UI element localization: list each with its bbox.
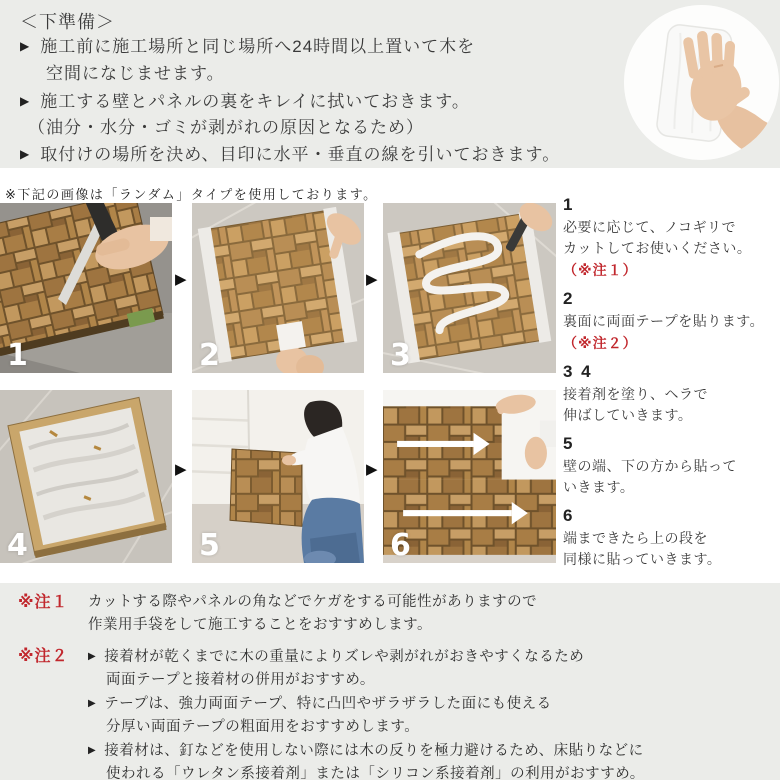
bullet-triangle-icon: ▶: [20, 94, 31, 108]
next-step-arrow-icon: ▶: [366, 271, 378, 288]
step-3-4-number: 3 4: [563, 362, 593, 381]
step-2-number: 2: [563, 289, 575, 308]
footnote-2-bullet-2: ▶ テープは、強力両面テープ、特に凸凹やザラザラした面にも使える: [88, 692, 645, 716]
footnote-2-bullet-1: ▶ 接着材が乾くまでに木の重量によりズレや剥がれがおきやすくなるため: [88, 645, 645, 669]
prep-bullet-1: [20, 32, 475, 57]
footnote-2: ※注２ ▶ 接着材が乾くまでに木の重量によりズレや剥がれがおきやすくなるため 両面テープと接着材の併用がおすすめ。 ▶ テープは、強力両面テープ、特に凸凹やザラザラした面にも使える 分厚い両面テープの粗面用をおすすめします。 ▶ 接着材は、釘などを使用しない際には木の反りを極力避けるため、床貼りなどに 使われる「ウレタン系接着剤」または「シリコン系接着剤」の利用がおすすめ。: [18, 645, 780, 780]
footnote-2-label: ※注２: [18, 648, 69, 665]
prep-bullet-2-text: 施工する壁とパネルの裏をキレイに拭いておきます。: [40, 92, 470, 111]
footnotes-section: [0, 583, 780, 780]
gallery-note: ※下記の画像は「ランダム」タイプを使用しております。: [5, 187, 378, 202]
bullet-triangle-icon: ▶: [88, 698, 97, 709]
next-step-arrow-icon: ▶: [366, 461, 378, 478]
footnote-2-bullet-3: ▶ 接着材は、釘などを使用しない際には木の反りを極力避けるため、床貼りなどに: [88, 739, 645, 763]
step-1-number: 1: [563, 195, 575, 214]
step-photo-4: [0, 390, 172, 563]
step-2: 2 裏面に両面テープを貼ります。 （※注２）: [563, 287, 778, 354]
prep-bullet-1-text: 施工前に施工場所と同じ場所へ24時間以上置いて木を: [40, 37, 476, 56]
steps-column: [563, 193, 778, 576]
footnote-1: ※注１ カットする際やパネルの角などでケガをする可能性がありますので 作業用手袋をして施工することをおすすめします。: [18, 591, 780, 637]
step-photo-6: [383, 390, 556, 563]
step-photo-2: [192, 203, 364, 373]
step-photo-1: [0, 203, 172, 373]
wiping-photo: [624, 5, 779, 160]
prep-bullet-2: [20, 87, 470, 112]
photo-number: 4: [7, 528, 28, 563]
bullet-triangle-icon: ▶: [20, 147, 31, 161]
prep-bullet-1-cont: 空間になじませます。: [46, 64, 225, 83]
step-5-number: 5: [563, 434, 575, 453]
step-3-4: 3 4 接着剤を塗り、ヘラで 伸ばしていきます。: [563, 360, 778, 426]
photo-number: 6: [390, 528, 411, 563]
step-2-note-ref: （※注２）: [563, 335, 638, 351]
step-6-number: 6: [563, 506, 575, 525]
photo-number: 1: [7, 338, 28, 373]
prep-title: ＜下準備＞: [20, 12, 115, 32]
photo-number: 2: [199, 338, 220, 373]
step-photo-5: [192, 390, 364, 563]
prep-bullet-3: [20, 140, 560, 165]
step-6: 6 端まできたら上の段を 同様に貼っていきます。: [563, 504, 778, 570]
hand-wiping-illustration: [624, 5, 779, 160]
step-1-note-ref: （※注１）: [563, 262, 638, 278]
photo-number: 5: [199, 528, 220, 563]
step-1: 1 必要に応じて、ノコギリで カットしてお使いください。 （※注１）: [563, 193, 778, 281]
step-photo-3: [383, 203, 556, 373]
next-step-arrow-icon: ▶: [175, 461, 187, 478]
next-step-arrow-icon: ▶: [175, 271, 187, 288]
photo-number: 3: [390, 338, 411, 373]
bullet-triangle-icon: ▶: [88, 651, 97, 662]
prep-bullet-3-text: 取付けの場所を決め、目印に水平・垂直の線を引いておきます。: [40, 145, 561, 164]
prep-bullet-2-cont: （油分・水分・ゴミが剥がれの原因となるため）: [28, 118, 424, 137]
prep-section: [0, 0, 780, 168]
bullet-triangle-icon: ▶: [20, 39, 31, 53]
step-5: 5 壁の端、下の方から貼って いきます。: [563, 432, 778, 498]
footnote-1-label: ※注１: [18, 594, 69, 611]
bullet-triangle-icon: ▶: [88, 745, 97, 756]
